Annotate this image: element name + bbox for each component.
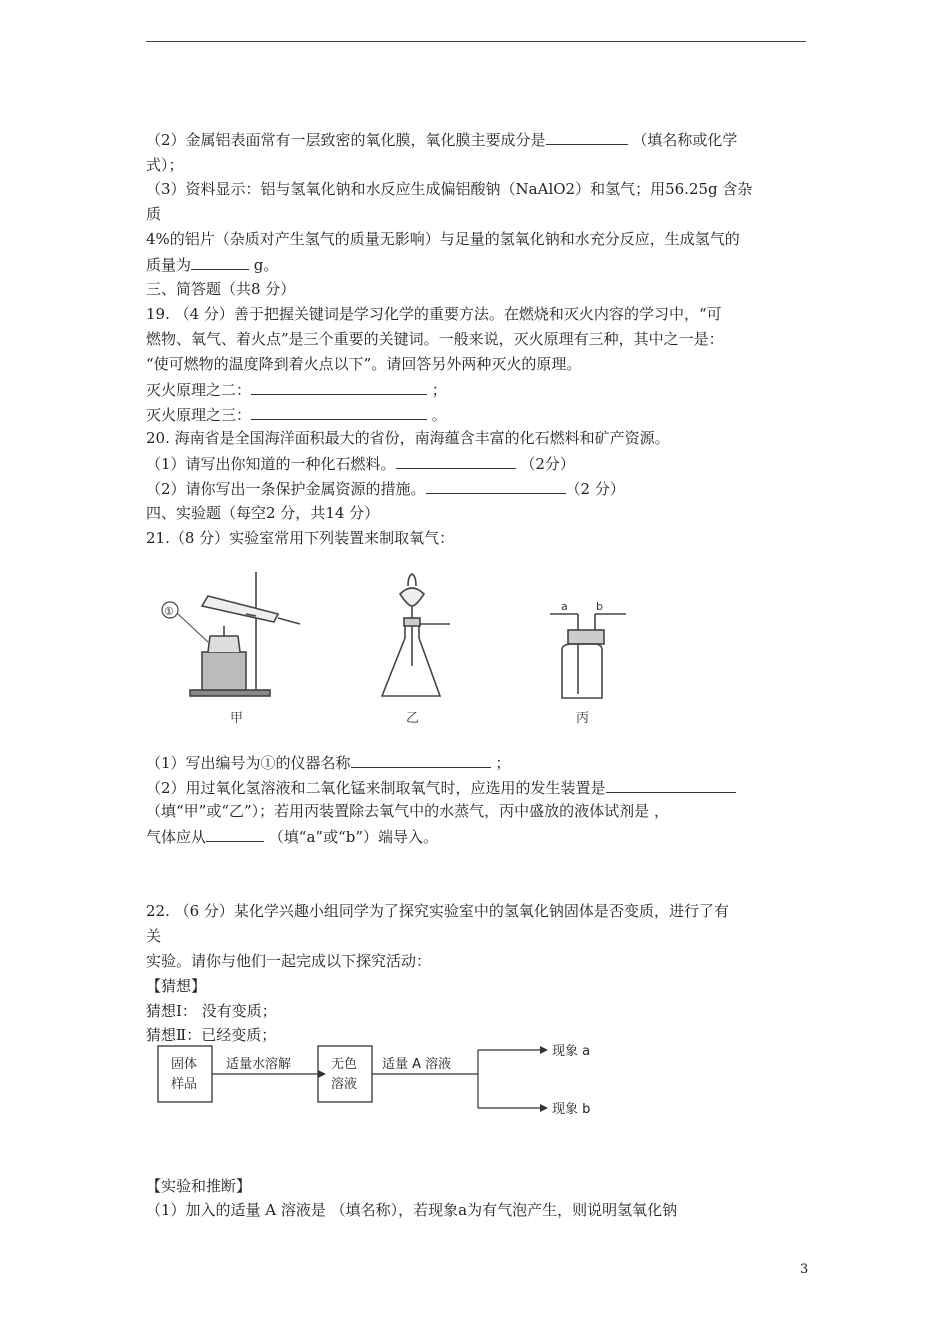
flow-box-solid-sample	[158, 1046, 212, 1102]
flow-box-solution	[318, 1046, 372, 1102]
svg-text:溶液: 溶液	[331, 1077, 358, 1092]
apparatus-figure	[150, 566, 650, 736]
step-add-a: 适量 A 溶液	[382, 1057, 452, 1072]
text-line: 19. （4 分）善于把握关键词是学习化学的重要方法。在燃烧和灭火内容的学习中，“可	[146, 305, 722, 323]
text-line: “使可燃物的温度降到着火点以下”。请回答另外两种灭火的原理。	[146, 355, 582, 373]
answer-blank[interactable]	[206, 827, 264, 842]
text-line: 22. （6 分）某化学兴趣小组同学为了探究实验室中的氢氧化钠固体是否变质，进行了有	[146, 902, 729, 920]
text-line: 关	[146, 927, 162, 945]
text-line: （2）请你写出一条保护金属资源的措施。 （2 分）	[146, 480, 625, 498]
apparatus-yi	[382, 574, 450, 696]
label-bing: 丙	[576, 711, 590, 726]
answer-blank[interactable]	[251, 380, 427, 395]
answer-blank[interactable]	[351, 753, 491, 768]
text-line: 四、实验题（每空2 分，共14 分）	[146, 504, 380, 522]
port-a-label: a	[561, 600, 568, 613]
text-line: （3）资料显示：铝与氢氧化钠和水反应生成偏铝酸钠（NaAlO2）和氢气；用56.25g 含杂	[146, 180, 753, 198]
text-line: （1）写出编号为①的仪器名称 ；	[146, 754, 511, 772]
flowchart	[150, 1042, 610, 1122]
text-line: 4%的铝片（杂质对产生氢气的质量无影响）与足量的氢氧化钠和水充分反应，生成氢气的	[146, 230, 740, 248]
text-line: 【猜想】	[146, 977, 207, 995]
answer-blank[interactable]	[191, 255, 249, 270]
text-line: （1）请写出你知道的一种化石燃料。 （2分）	[146, 455, 575, 473]
text-line: 20. 海南省是全国海洋面积最大的省份，南海蕴含丰富的化石燃料和矿产资源。	[146, 429, 670, 447]
svg-text:无色: 无色	[331, 1057, 358, 1072]
text-line: 质量为 g。	[146, 256, 279, 274]
text-line: 灭火原理之三： 。	[146, 406, 447, 424]
svg-text:固体: 固体	[171, 1057, 198, 1072]
step-dissolve: 适量水溶解	[226, 1057, 292, 1072]
text-line: 猜想Ⅰ： 没有变质；	[146, 1002, 277, 1020]
apparatus-jia	[162, 572, 300, 696]
text-line: （填“甲”或“乙”）；若用丙装置除去氧气中的水蒸气，丙中盛放的液体试剂是 ，	[146, 802, 669, 820]
text-line: 气体应从 （填“a”或“b”）端导入。	[146, 828, 439, 846]
svg-text:样品: 样品	[171, 1077, 198, 1092]
port-b-label: b	[596, 600, 603, 613]
answer-blank[interactable]	[546, 130, 628, 145]
text-line: 质	[146, 205, 162, 223]
label-yi: 乙	[406, 711, 420, 726]
answer-blank[interactable]	[426, 479, 566, 494]
text-line: 实验。请你与他们一起完成以下探究活动：	[146, 952, 432, 970]
text-line: 21.（8 分）实验室常用下列装置来制取氧气：	[146, 529, 455, 547]
answer-blank[interactable]	[251, 405, 427, 420]
result-b: 现象 b	[552, 1102, 591, 1117]
result-a: 现象 a	[552, 1044, 591, 1059]
text-line: （2）用过氧化氢溶液和二氧化锰来制取氧气时，应选用的发生装置是	[146, 778, 736, 797]
text-line: 猜想Ⅱ：已经变质；	[146, 1026, 277, 1044]
text-line: 燃物、氧气、着火点”是三个重要的关键词。一般来说，灭火原理有三种，其中之一是：	[146, 330, 724, 348]
answer-blank[interactable]	[396, 454, 516, 469]
text-line: 式）；	[146, 156, 184, 174]
header-rule	[146, 41, 806, 42]
text-line: 三、简答题（共8 分）	[146, 280, 296, 298]
page-number: 3	[800, 1262, 809, 1277]
answer-blank[interactable]	[606, 778, 736, 793]
text-line: 【实验和推断】	[146, 1177, 252, 1195]
text-line: （1）加入的适量 A 溶液是 （填名称），若现象a为有气泡产生，则说明氢氧化钠	[146, 1201, 678, 1219]
circled-one-marker: ①	[164, 605, 174, 618]
text-line: 灭火原理之二： ；	[146, 381, 447, 399]
label-jia: 甲	[230, 711, 244, 726]
text-line: （2）金属铝表面常有一层致密的氧化膜，氧化膜主要成分是 （填名称或化学	[146, 131, 738, 149]
apparatus-bing	[550, 614, 626, 698]
